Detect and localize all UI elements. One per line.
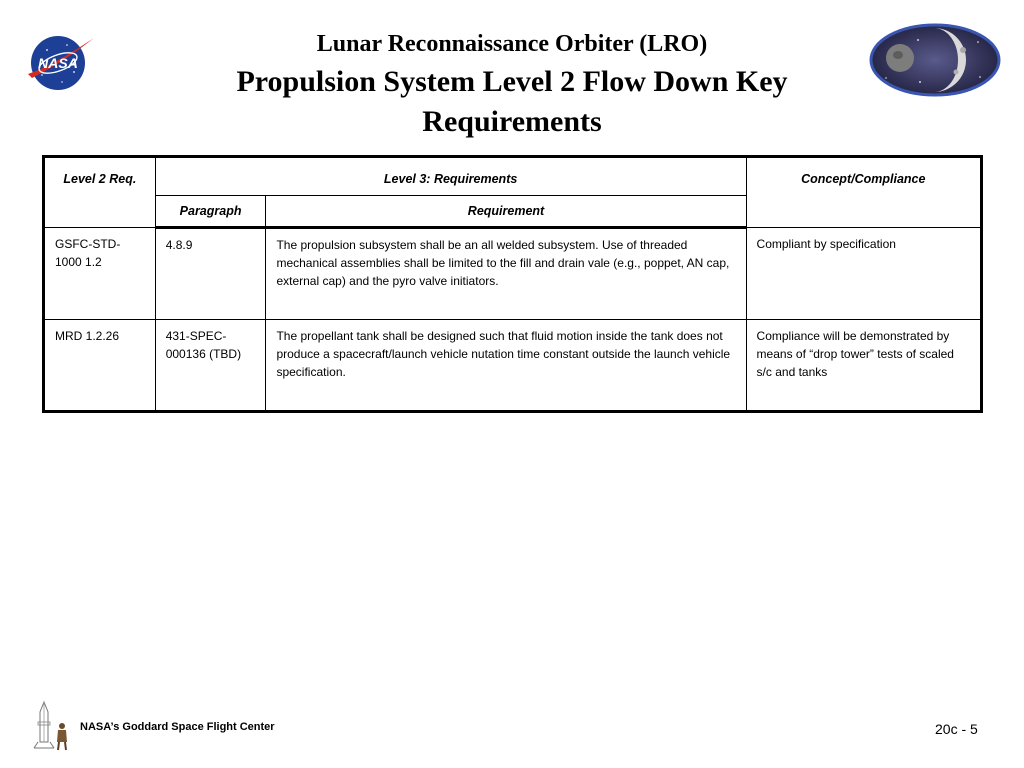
cell-level2: GSFC-STD-1000 1.2 — [44, 228, 156, 320]
cell-requirement: The propellant tank shall be designed such that fluid motion inside the tank does not produce a spacecraft/launch vehicle nutation time constant outside the launch vehicle specification. — [266, 320, 746, 412]
title-line-2: Propulsion System Level 2 Flow Down Key Requirements — [236, 65, 788, 138]
table-row — [44, 228, 982, 320]
cell-paragraph: 431-SPEC-000136 (TBD) — [155, 320, 266, 412]
requirements-table — [42, 155, 983, 413]
slide-title — [160, 30, 864, 142]
nasa-logo-text: NASA — [38, 55, 78, 71]
header-paragraph: Paragraph — [155, 196, 266, 228]
nasa-meatball-logo-icon — [22, 30, 98, 94]
table-header-row — [44, 157, 982, 196]
table-row — [44, 320, 982, 412]
goddard-rocket-figure-icon — [30, 698, 74, 752]
lro-moon-logo-icon — [868, 22, 1002, 98]
cell-requirement: The propulsion subsystem shall be an all welded subsystem. Use of threaded mechanical assemblies shall be limited to the fill and drain vale (e.g., poppet, AN cap, external cap) and the pyro valve initiators. — [266, 228, 746, 320]
cell-level2: MRD 1.2.26 — [44, 320, 156, 412]
title-line-1: Lunar Reconnaissance Orbiter (LRO) — [316, 31, 708, 57]
header-level2-req: Level 2 Req. — [44, 157, 156, 228]
header-requirement: Requirement — [266, 196, 746, 228]
footer-center-name: NASA’s Goddard Space Flight Center — [80, 721, 275, 733]
cell-paragraph: 4.8.9 — [155, 228, 266, 320]
page-number: 20c - 5 — [935, 721, 978, 737]
header-level3-requirements: Level 3: Requirements — [155, 157, 746, 196]
header-concept-compliance: Concept/Compliance — [746, 157, 981, 228]
cell-compliance: Compliance will be demonstrated by means of “drop tower” tests of scaled s/c and tanks — [746, 320, 981, 412]
cell-compliance: Compliant by specification — [746, 228, 981, 320]
